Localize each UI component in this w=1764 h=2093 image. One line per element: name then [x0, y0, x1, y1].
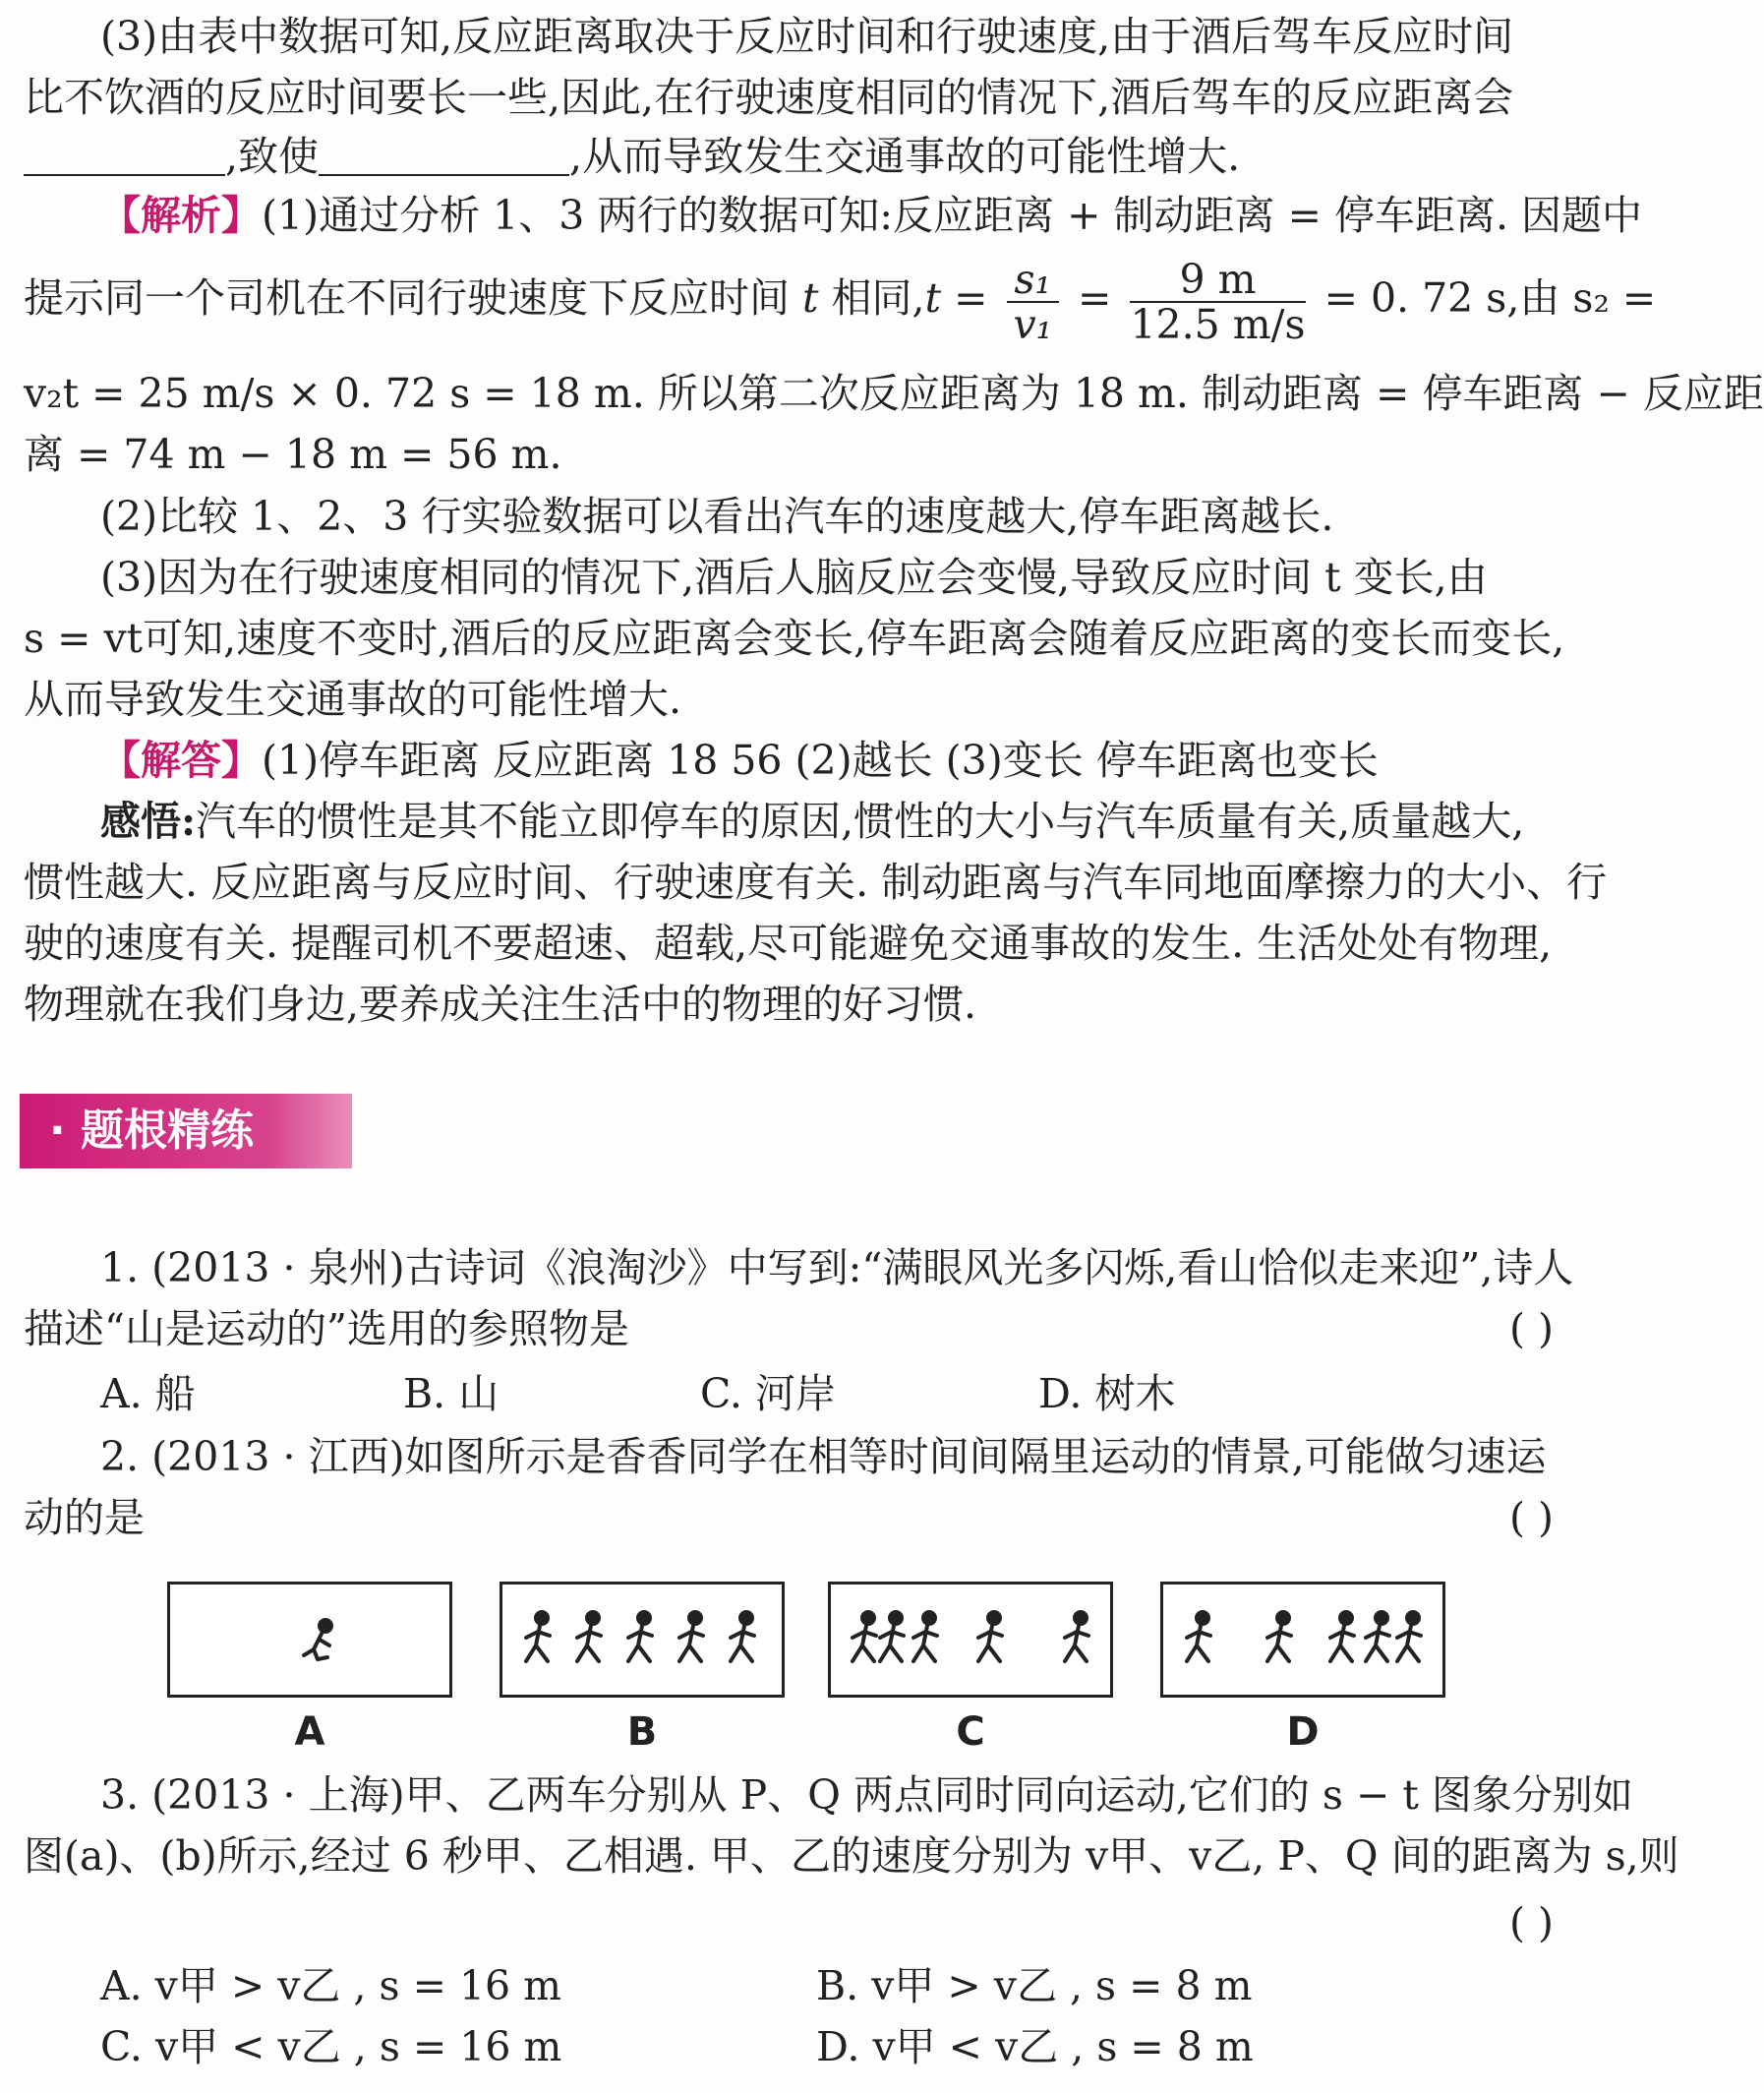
- figure-box-d: [1160, 1582, 1445, 1698]
- q3-option-c[interactable]: C. v甲 < v乙 , s = 16 m: [100, 2023, 562, 2070]
- runner-icon: [880, 1612, 904, 1661]
- runner-icon: [679, 1612, 703, 1661]
- runner-icon: [1330, 1612, 1354, 1661]
- analysis-line8: 从而导致发生交通事故的可能性增大.: [24, 676, 682, 723]
- analysis-line6: (3)因为在行驶速度相同的情况下,酒后人脑反应会变慢,导致反应时间 t 变长,由: [100, 554, 1488, 601]
- figure-box-a: [167, 1582, 452, 1698]
- figure-label-b: B: [626, 1709, 658, 1755]
- analysis-line3: v₂t = 25 m/s × 0. 72 s = 18 m. 所以第二次反应距离为 18 m. 制动距离 = 停车距离 − 反应距: [24, 370, 1764, 417]
- q3-option-a[interactable]: A. v甲 > v乙 , s = 16 m: [100, 1962, 562, 2009]
- q3-option-d[interactable]: D. v甲 < v乙 , s = 8 m: [816, 2023, 1254, 2070]
- answer-line: 【解答】(1)停车距离 反应距离 18 56 (2)越长 (3)变长 停车距离也变长: [100, 737, 1379, 784]
- q1-option-a[interactable]: A. 船: [100, 1370, 196, 1417]
- q1-answer-paren[interactable]: ( ): [1508, 1305, 1554, 1352]
- answer-tag: 【解答】: [100, 737, 262, 784]
- reflection-line1: 感悟:汽车的惯性是其不能立即停车的原因,惯性的大小与汽车质量有关,质量越大,: [100, 798, 1525, 845]
- runner-icon: [1065, 1612, 1088, 1661]
- reflection-tag: 感悟:: [100, 798, 197, 845]
- runner-icon: [1366, 1612, 1389, 1661]
- runner-icon: [1187, 1612, 1210, 1661]
- analysis-line4: 离 = 74 m − 18 m = 56 m.: [24, 431, 562, 478]
- reflection-line4: 物理就在我们身边,要养成关注生活中的物理的好习惯.: [24, 981, 977, 1028]
- q3-stem-line3: ,致使 ,从而导致发生交通事故的可能性增大.: [24, 132, 1593, 181]
- q1-line1: 1. (2013 · 泉州)古诗词《浪淘沙》中写到:“满眼风光多闪烁,看山恰似走来迎”,诗人: [100, 1244, 1574, 1291]
- q1-option-c[interactable]: C. 河岸: [700, 1370, 836, 1417]
- answer-blank-1[interactable]: [24, 135, 225, 176]
- runner-icon: [853, 1612, 876, 1661]
- runner-icon: [1397, 1612, 1421, 1661]
- runner-icon: [628, 1612, 652, 1661]
- figure-box-b: [500, 1582, 785, 1698]
- q2-answer-paren[interactable]: ( ): [1508, 1494, 1554, 1541]
- figure-box-c: [828, 1582, 1113, 1698]
- q3-option-b[interactable]: B. v甲 > v乙 , s = 8 m: [816, 1962, 1253, 2009]
- runner-icon: [978, 1612, 1002, 1661]
- runner-figures-b: [502, 1585, 782, 1695]
- q2-line2: 动的是 ( ): [24, 1494, 1554, 1541]
- runner-figures-a: [170, 1585, 449, 1695]
- analysis-tag: 【解析】: [100, 192, 262, 239]
- answer-blank-2[interactable]: [319, 135, 569, 176]
- runner-icon: [913, 1612, 937, 1661]
- analysis-line5: (2)比较 1、2、3 行实验数据可以看出汽车的速度越大,停车距离越长.: [100, 493, 1334, 540]
- q3-stem-line1: (3)由表中数据可知,反应距离取决于反应时间和行驶速度,由于酒后驾车反应时间: [100, 13, 1514, 60]
- reflection-line2: 惯性越大. 反应距离与反应时间、行驶速度有关. 制动距离与汽车同地面摩擦力的大小、行: [24, 859, 1608, 906]
- q3-stem-line2: 比不饮酒的反应时间要长一些,因此,在行驶速度相同的情况下,酒后驾车的反应距离会: [24, 74, 1514, 121]
- analysis-line7: s = vt可知,速度不变时,酒后的反应距离会变长,停车距离会随着反应距离的变长而变长,: [24, 615, 1565, 662]
- runner-figures-d: [1163, 1585, 1442, 1695]
- section-banner: · 题根精练: [20, 1094, 352, 1168]
- runner-icon: [731, 1612, 754, 1661]
- runner-icon: [526, 1612, 550, 1661]
- figure-label-d: D: [1286, 1709, 1320, 1755]
- analysis-line1: 【解析】(1)通过分析 1、3 两行的数据可知:反应距离 + 制动距离 = 停车距离. 因题中: [100, 192, 1643, 239]
- reflection-line3: 驶的速度有关. 提醒司机不要超速、超载,尽可能避免交通事故的发生. 生活处处有物理,: [24, 920, 1553, 967]
- q1-option-d[interactable]: D. 树木: [1038, 1370, 1176, 1417]
- analysis-line2: 提示同一个司机在不同行驶速度下反应时间 t 相同,t = $\frac{\text{s₁}}{\text{v₁}}$ = $\frac{9 m}{12.5 m/s}$ = 0. 72 s,由 s₂ =: [24, 255, 1657, 348]
- q1-line2: 描述“山是运动的”选用的参照物是 ( ): [24, 1305, 1554, 1352]
- q3-line1: 3. (2013 · 上海)甲、乙两车分别从 P、Q 两点同时同向运动,它们的 s − t 图象分别如: [100, 1771, 1633, 1819]
- fraction-9m-12.5: $\frac{9 m}{12.5 m/s}$: [1130, 255, 1306, 348]
- figure-label-a: A: [294, 1709, 325, 1755]
- runner-figures-c: [831, 1585, 1110, 1695]
- q3-answer-paren[interactable]: ( ): [1508, 1899, 1554, 1946]
- q1-option-b[interactable]: B. 山: [403, 1370, 500, 1417]
- fraction-s1-v1: $\frac{\text{s₁}}{\text{v₁}}$: [1007, 258, 1059, 346]
- runner-icon: [577, 1612, 601, 1661]
- q3-line2: 图(a)、(b)所示,经过 6 秒甲、乙相遇. 甲、乙的速度分别为 v甲、v乙, P、Q 间的距离为 s,则: [24, 1832, 1679, 1880]
- q2-line1: 2. (2013 · 江西)如图所示是香香同学在相等时间间隔里运动的情景,可能做匀速运: [100, 1433, 1547, 1480]
- runner-icon: [304, 1620, 331, 1659]
- runner-icon: [1267, 1612, 1291, 1661]
- figure-label-c: C: [956, 1709, 985, 1755]
